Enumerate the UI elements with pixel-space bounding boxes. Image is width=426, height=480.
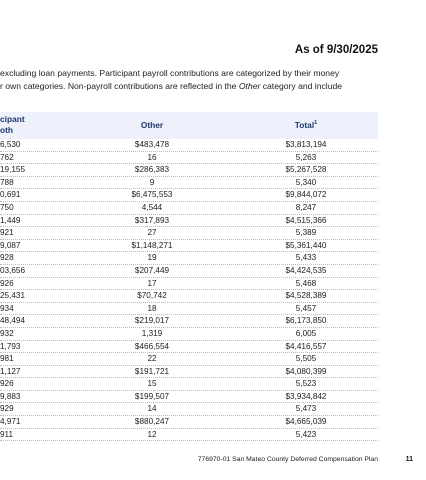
cell-total: $4,416,557 bbox=[285, 341, 327, 351]
cell-participant-roth: 0,691 bbox=[0, 190, 21, 200]
cell-other: $880,247 bbox=[134, 417, 170, 427]
footer-plan-name: 776970-01 San Mateo County Deferred Compensation Plan bbox=[197, 456, 378, 463]
cell-other: $317,893 bbox=[134, 215, 170, 225]
cell-other: 16 bbox=[147, 152, 157, 162]
cell-other: $466,554 bbox=[134, 341, 170, 351]
cell-participant-roth: 25,431 bbox=[0, 291, 26, 301]
table-row bbox=[0, 378, 378, 391]
cell-other: $207,449 bbox=[134, 265, 170, 275]
cell-total: $5,267,528 bbox=[285, 165, 327, 175]
cell-participant-roth: 911 bbox=[0, 429, 14, 439]
cell-participant-roth: 1,449 bbox=[0, 215, 21, 225]
cell-participant-roth: 932 bbox=[0, 328, 14, 338]
contributions-table bbox=[0, 112, 378, 441]
cell-total: $5,361,440 bbox=[285, 240, 327, 250]
cell-participant-roth: 48,494 bbox=[0, 316, 26, 326]
cell-other: 14 bbox=[147, 404, 157, 414]
cell-participant-roth: 929 bbox=[0, 404, 14, 414]
cell-participant-roth: 981 bbox=[0, 354, 14, 364]
intro-other-emphasis: Other bbox=[238, 81, 261, 91]
total-footnote-marker: 1 bbox=[314, 120, 318, 127]
cell-total: 5,468 bbox=[295, 278, 317, 288]
cell-total: $6,173,850 bbox=[285, 316, 327, 326]
cell-total: 5,473 bbox=[295, 404, 317, 414]
cell-other: 17 bbox=[147, 278, 157, 288]
cell-other: $483,478 bbox=[134, 140, 170, 149]
cell-total: $9,844,072 bbox=[285, 190, 327, 200]
cell-other: $6,475,553 bbox=[131, 190, 173, 200]
cell-participant-roth: 9,087 bbox=[0, 240, 21, 250]
intro-line-2-end: category and include bbox=[260, 81, 343, 91]
cell-other: 1,319 bbox=[141, 328, 163, 338]
table-row bbox=[0, 353, 378, 366]
cell-other: 4,544 bbox=[141, 202, 163, 212]
cell-other: $70,742 bbox=[137, 291, 167, 301]
cell-total: 5,523 bbox=[295, 379, 317, 389]
cell-participant-roth: 934 bbox=[0, 303, 14, 313]
cell-other: 9 bbox=[149, 177, 155, 187]
cell-other: 19 bbox=[147, 253, 157, 263]
cell-participant-roth: 926 bbox=[0, 379, 14, 389]
cell-total: 5,433 bbox=[295, 253, 317, 263]
cell-total: 5,423 bbox=[295, 429, 317, 439]
cell-other: $219,017 bbox=[134, 316, 170, 326]
cell-participant-roth: 6,530 bbox=[0, 140, 21, 149]
table-row bbox=[0, 391, 378, 404]
table-row bbox=[0, 227, 378, 240]
table-row bbox=[0, 265, 378, 278]
intro-paragraph bbox=[0, 67, 426, 93]
header-other: Other bbox=[140, 120, 164, 130]
cell-total: 5,340 bbox=[295, 177, 317, 187]
table-row bbox=[0, 278, 378, 291]
cell-participant-roth: 19,155 bbox=[0, 165, 26, 175]
header-participant-roth bbox=[0, 114, 25, 136]
table-row bbox=[0, 252, 378, 265]
cell-other: 18 bbox=[147, 303, 157, 313]
table-row bbox=[0, 215, 378, 228]
cell-total: $4,665,039 bbox=[285, 417, 327, 427]
cell-other: $286,383 bbox=[134, 165, 170, 175]
table-row bbox=[0, 240, 378, 253]
cell-total: $4,424,535 bbox=[285, 265, 327, 275]
cell-participant-roth: 926 bbox=[0, 278, 14, 288]
cell-total: 5,505 bbox=[295, 354, 317, 364]
cell-other: $191,721 bbox=[134, 366, 170, 376]
cell-total: 5,457 bbox=[295, 303, 317, 313]
page-number: 11 bbox=[405, 456, 413, 463]
top-band bbox=[0, 0, 426, 37]
table-row bbox=[0, 416, 378, 429]
cell-participant-roth: 4,971 bbox=[0, 417, 21, 427]
cell-total: $4,080,399 bbox=[285, 366, 327, 376]
cell-participant-roth: 928 bbox=[0, 253, 14, 263]
cell-other: 12 bbox=[147, 429, 157, 439]
table-row bbox=[0, 177, 378, 190]
cell-total: 5,389 bbox=[295, 228, 317, 238]
table-row bbox=[0, 366, 378, 379]
cell-other: 15 bbox=[147, 379, 157, 389]
cell-other: $1,148,271 bbox=[131, 240, 173, 250]
cell-total: $4,515,366 bbox=[285, 215, 327, 225]
header-participant-line-2: oth bbox=[0, 125, 14, 135]
cell-other: 27 bbox=[147, 228, 157, 238]
table-row bbox=[0, 152, 378, 165]
cell-total: 8,247 bbox=[295, 202, 317, 212]
table-row bbox=[0, 202, 378, 215]
table-row bbox=[0, 403, 378, 416]
cell-total: 6,005 bbox=[295, 328, 317, 338]
header-participant-line-1: cipant bbox=[0, 114, 25, 124]
table-row bbox=[0, 315, 378, 328]
table-row bbox=[0, 164, 378, 177]
intro-line-2-start: r own categories. Non-payroll contributions are reflected in the bbox=[0, 81, 239, 91]
cell-participant-roth: 1,127 bbox=[0, 366, 21, 376]
table-row bbox=[0, 290, 378, 303]
cell-participant-roth: 762 bbox=[0, 152, 14, 162]
intro-line-1: excluding loan payments. Participant payroll contributions are categorized by their money bbox=[0, 68, 340, 78]
cell-participant-roth: 03,656 bbox=[0, 265, 26, 275]
cell-total: $4,528,389 bbox=[285, 291, 327, 301]
cell-participant-roth: 750 bbox=[0, 202, 14, 212]
cell-total: 5,263 bbox=[295, 152, 317, 162]
cell-participant-roth: 9,883 bbox=[0, 391, 21, 401]
cell-total: $3,813,194 bbox=[285, 140, 327, 149]
as-of-date: As of 9/30/2025 bbox=[294, 44, 378, 56]
table-row bbox=[0, 328, 378, 341]
header-total bbox=[266, 120, 346, 130]
cell-other: 22 bbox=[147, 354, 157, 364]
header-total-label: Total bbox=[294, 120, 315, 130]
cell-total: $3,934,842 bbox=[285, 391, 327, 401]
table-body bbox=[0, 139, 378, 441]
intro-line-2 bbox=[0, 80, 426, 93]
table-row bbox=[0, 189, 378, 202]
table-row bbox=[0, 341, 378, 354]
cell-participant-roth: 921 bbox=[0, 228, 14, 238]
cell-participant-roth: 788 bbox=[0, 177, 14, 187]
table-row bbox=[0, 139, 378, 152]
table-row bbox=[0, 303, 378, 316]
table-row bbox=[0, 429, 378, 442]
cell-other: $199,507 bbox=[134, 391, 170, 401]
cell-participant-roth: 1,793 bbox=[0, 341, 21, 351]
table-header bbox=[0, 112, 378, 139]
